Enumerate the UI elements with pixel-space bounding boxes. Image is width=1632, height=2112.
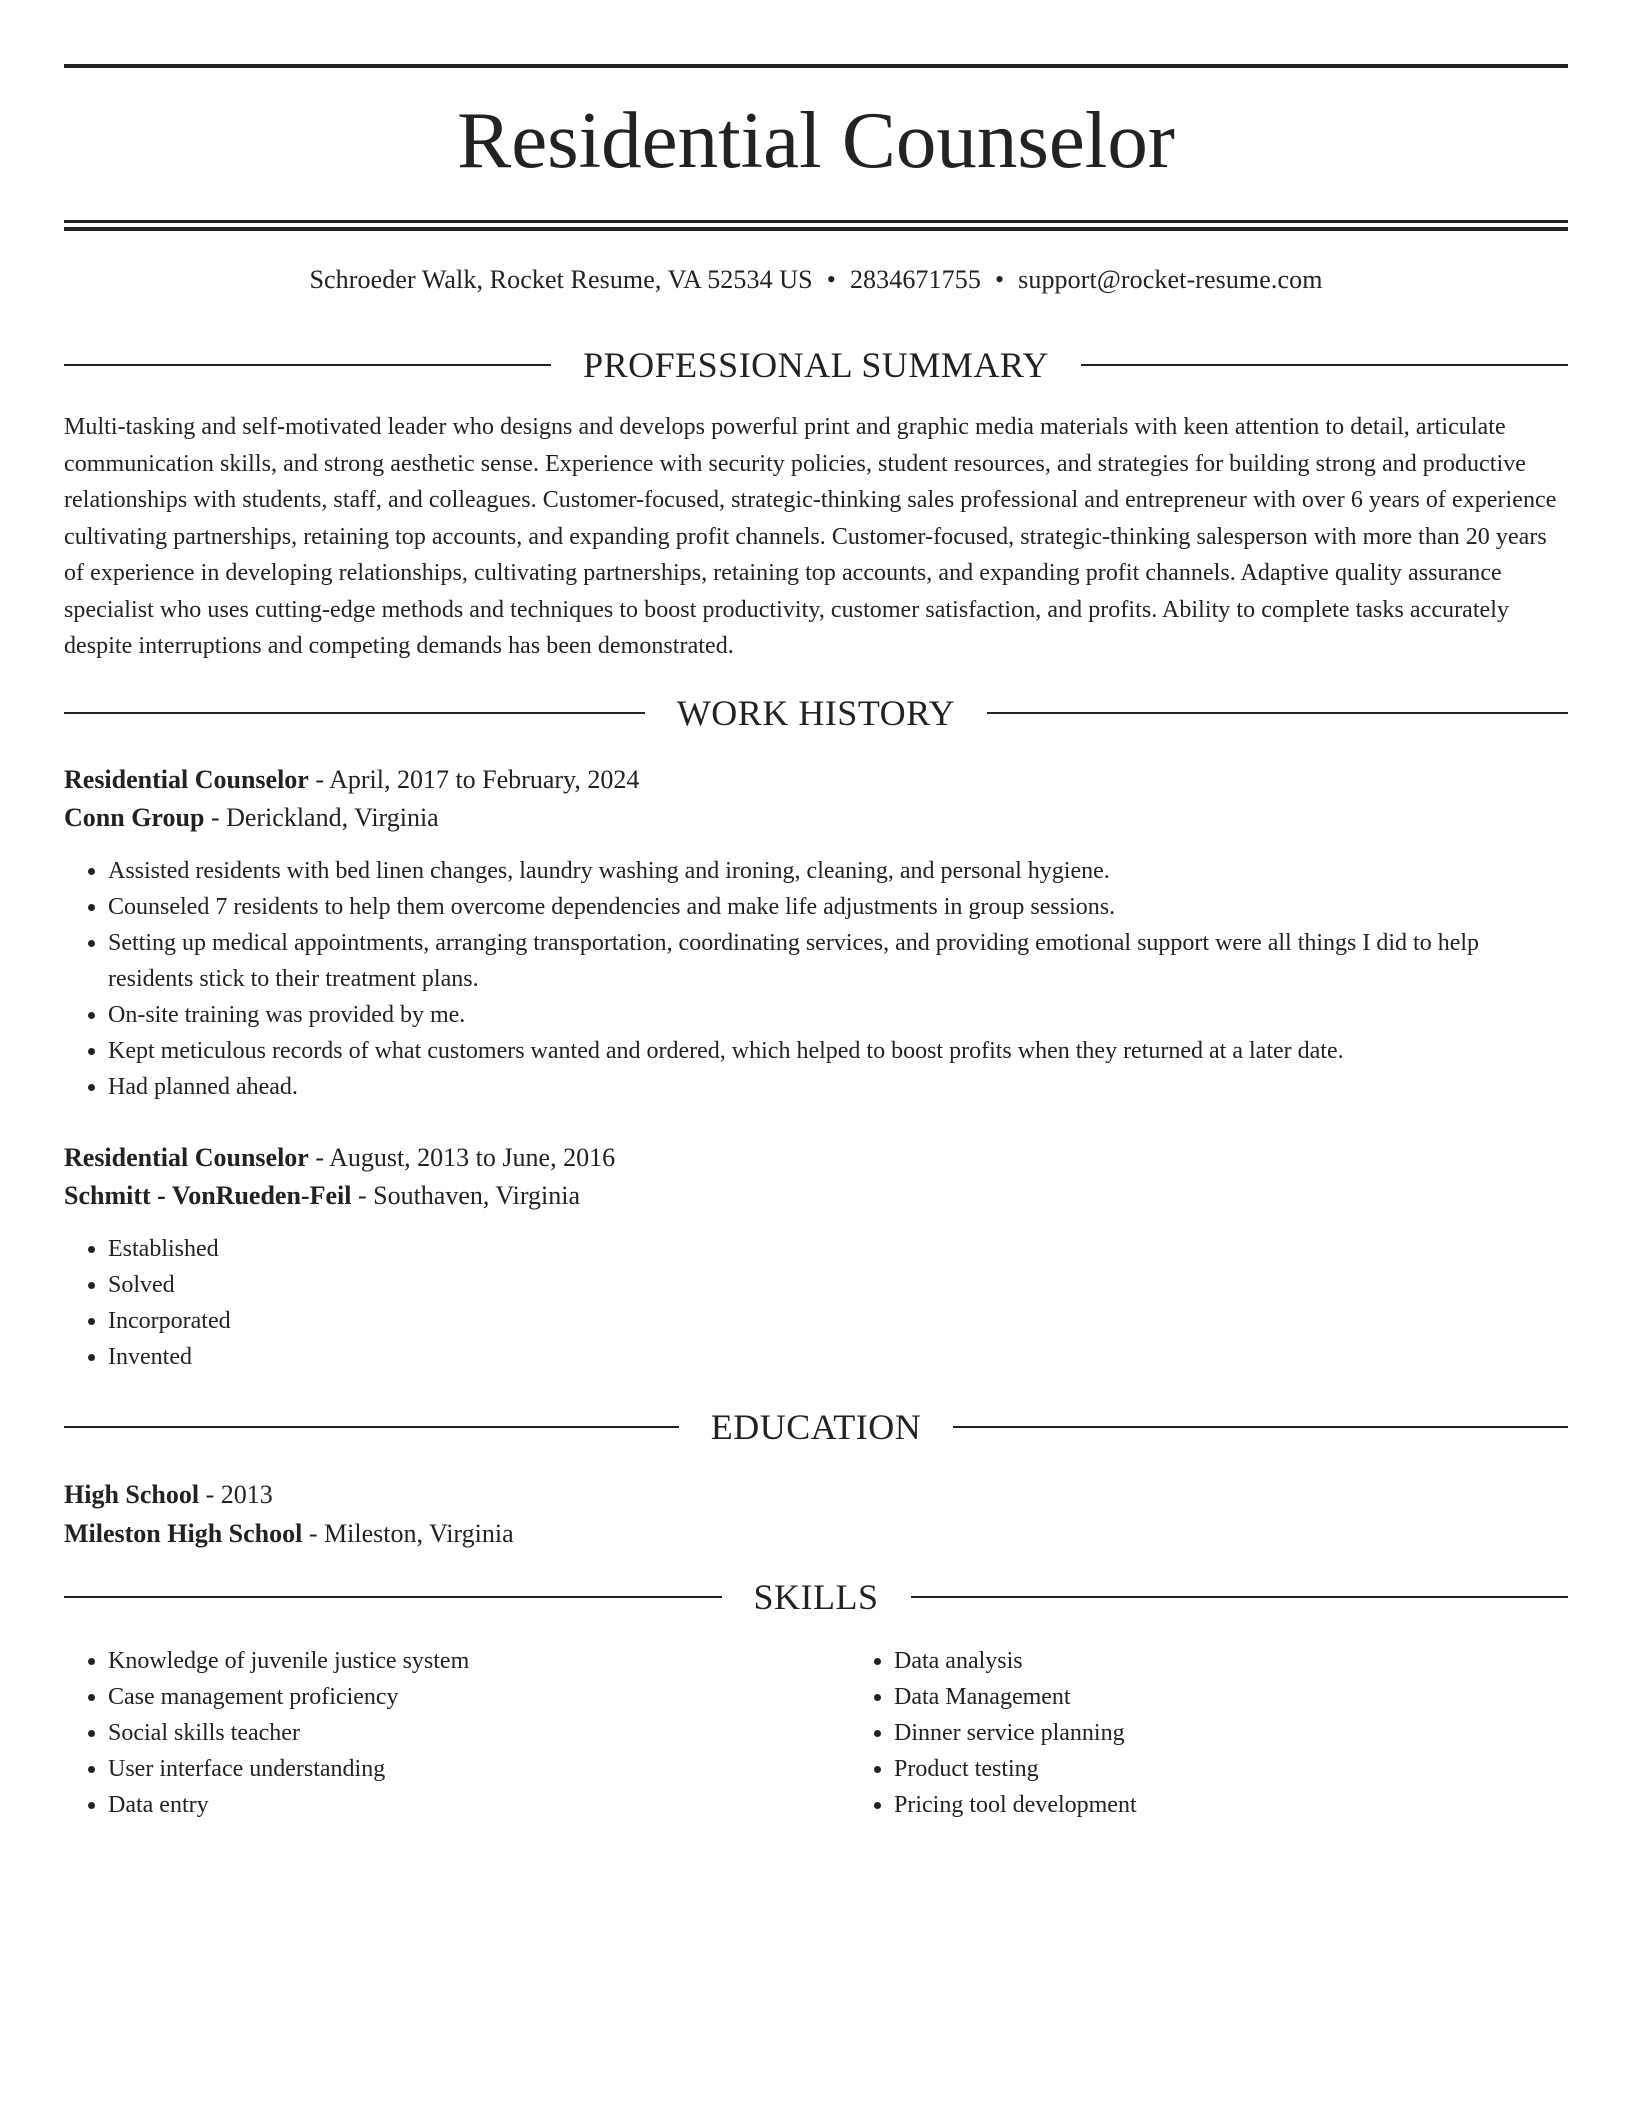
section-heading-work-history bbox=[64, 692, 1568, 733]
section-title: EDUCATION bbox=[710, 1406, 922, 1447]
job-bullet: • Invented bbox=[108, 1339, 1568, 1375]
skills-columns bbox=[64, 1643, 1568, 1823]
heading-rule bbox=[987, 712, 1568, 714]
job-bullet: • Assisted residents with bed linen changes, laundry washing and ironing, cleaning, and personal hygiene. bbox=[108, 853, 1568, 889]
job-title-line bbox=[64, 761, 1568, 799]
heading-rule bbox=[64, 364, 551, 366]
candidate-name: Residential Counselor bbox=[457, 95, 1175, 185]
graduation-year: - 2013 bbox=[199, 1479, 273, 1509]
heading-rule bbox=[911, 1596, 1569, 1598]
section-title: SKILLS bbox=[753, 1576, 879, 1617]
section-title: PROFESSIONAL SUMMARY bbox=[583, 345, 1049, 385]
heading-rule bbox=[64, 712, 645, 714]
job-bullet: • Had planned ahead. bbox=[108, 1069, 1568, 1105]
job-bullet: • Kept meticulous records of what customers wanted and ordered, which helped to boost profits when they returned at a later date. bbox=[108, 1033, 1568, 1069]
job-bullet: • Counseled 7 residents to help them overcome dependencies and make life adjustments in group sessions. bbox=[108, 889, 1568, 925]
contact-separator: • bbox=[826, 265, 836, 294]
job-entry bbox=[64, 761, 1568, 1105]
contact-separator: • bbox=[994, 265, 1005, 294]
job-title-line bbox=[64, 1139, 1568, 1177]
contact-line bbox=[64, 265, 1568, 295]
job-company-line bbox=[64, 1177, 1568, 1215]
heading-rule bbox=[1081, 364, 1568, 366]
section-heading-skills bbox=[64, 1576, 1568, 1617]
email: support@rocket-resume.com bbox=[1018, 265, 1323, 294]
skills-list-left bbox=[64, 1643, 850, 1823]
heading-rule bbox=[64, 1426, 679, 1428]
skill-item: • Social skills teacher bbox=[108, 1715, 850, 1751]
top-rule bbox=[64, 64, 1568, 68]
school-line bbox=[64, 1514, 1568, 1553]
skills-list-right bbox=[850, 1643, 1137, 1823]
school-location: - Mileston, Virginia bbox=[302, 1518, 514, 1548]
job-role: Residential Counselor bbox=[64, 1142, 309, 1172]
job-dates: - April, 2017 to February, 2024 bbox=[308, 764, 640, 794]
job-bullets bbox=[64, 853, 1568, 1105]
job-bullet: • On-site training was provided by me. bbox=[108, 997, 1568, 1033]
skill-item: • Case management proficiency bbox=[108, 1679, 850, 1715]
section-heading-education bbox=[64, 1406, 1568, 1447]
heading-rule bbox=[64, 1596, 722, 1598]
job-company-line bbox=[64, 799, 1568, 837]
job-role: Residential Counselor bbox=[64, 764, 309, 794]
job-bullet: • Solved bbox=[108, 1267, 1568, 1303]
school-name: Mileston High School bbox=[64, 1518, 303, 1548]
education-entry bbox=[64, 1475, 1568, 1553]
job-bullet: • Setting up medical appointments, arranging transportation, coordinating services, and providing emotional support were all things I did to help residents stick to their treatment plans. bbox=[108, 925, 1568, 997]
job-dates: - August, 2013 to June, 2016 bbox=[308, 1142, 616, 1172]
summary-text: Multi-tasking and self-motivated leader who designs and develops powerful print and graphic media materials with keen attention to detail, articulate communication skills, and strong aesthetic sense. Experience with security policies, student resources, and strategies for building strong and productive relationships with students, staff, and colleagues. Customer-focused, strategic-thinking sales professional and entrepreneur with over 6 years of experience cultivating partnerships, retaining top accounts, and expanding profit channels. Customer-focused, strategic-thinking salesperson with more than 20 years of experience in developing relationships, cultivating partnerships, retaining top accounts, and expanding profit channels. Adaptive quality assurance specialist who uses cutting-edge methods and techniques to boost productivity, customer satisfaction, and profits. Ability to complete tasks accurately despite interruptions and competing demands has been demonstrated. bbox=[64, 414, 1557, 659]
job-location: - Southaven, Virginia bbox=[351, 1180, 581, 1210]
section-heading-summary bbox=[64, 347, 1568, 383]
skill-item: • Product testing bbox=[894, 1751, 1137, 1787]
job-location: - Derickland, Virginia bbox=[204, 802, 439, 832]
job-company: Schmitt - VonRueden-Feil bbox=[64, 1180, 352, 1210]
phone: 2834671755 bbox=[849, 265, 981, 294]
skill-item: • Data Management bbox=[894, 1679, 1137, 1715]
job-entry bbox=[64, 1139, 1568, 1375]
heading-rule bbox=[953, 1426, 1568, 1428]
skill-item: • Data analysis bbox=[894, 1643, 1137, 1679]
job-bullet: • Incorporated bbox=[108, 1303, 1568, 1339]
job-company: Conn Group bbox=[64, 802, 205, 832]
job-bullet: • Established bbox=[108, 1231, 1568, 1267]
skill-item: • Dinner service planning bbox=[894, 1715, 1137, 1751]
header-double-rule bbox=[64, 220, 1568, 231]
skill-item: • Knowledge of juvenile justice system bbox=[108, 1643, 850, 1679]
degree: High School bbox=[64, 1479, 200, 1509]
skill-item: • Data entry bbox=[108, 1787, 850, 1823]
address: Schroeder Walk, Rocket Resume, VA 52534 US bbox=[309, 265, 813, 294]
skill-item: • User interface understanding bbox=[108, 1751, 850, 1787]
job-bullets bbox=[64, 1231, 1568, 1375]
skill-item: • Pricing tool development bbox=[894, 1787, 1137, 1823]
degree-line bbox=[64, 1475, 1568, 1514]
section-title: WORK HISTORY bbox=[676, 692, 956, 733]
